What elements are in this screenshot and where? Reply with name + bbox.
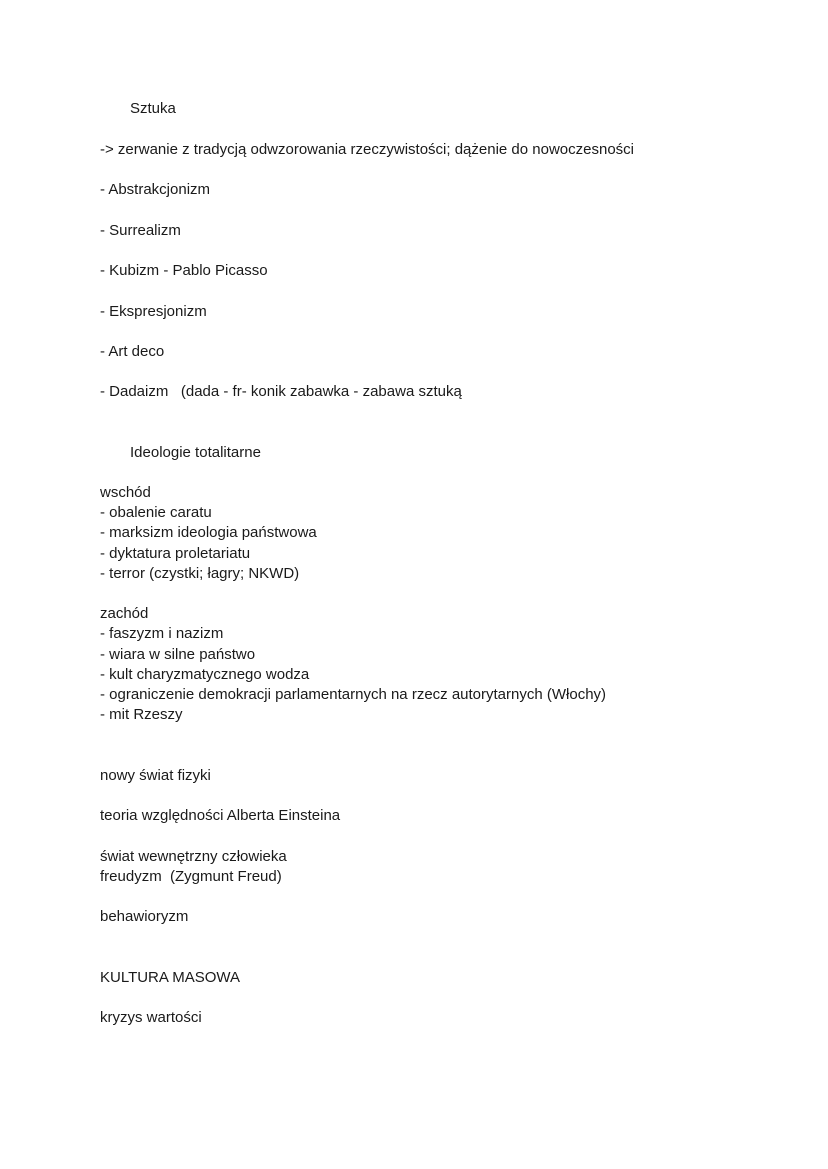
list-item: - Dadaizm (dada - fr- konik zabawka - zabawa sztuką [100, 383, 462, 400]
list-item: - obalenie caratu [100, 504, 212, 521]
kultura-heading: KULTURA MASOWA [100, 969, 241, 986]
list-item: - terror (czystki; łagry; NKWD) [100, 565, 300, 582]
list-item: - Abstrakcjonizm [100, 181, 211, 198]
list-item: - ograniczenie demokracji parlamentarnych na rzecz autorytarnych (Włochy) [100, 686, 607, 703]
list-item: - dyktatura proletariatu [100, 545, 251, 562]
list-item: - marksizm ideologia państwowa [100, 524, 317, 541]
list-item: - Art deco [100, 343, 165, 360]
sztuka-heading: Sztuka [130, 100, 176, 117]
ideologie-heading: Ideologie totalitarne [130, 444, 261, 461]
list-item: - faszyzm i nazizm [100, 625, 224, 642]
list-item: - mit Rzeszy [100, 706, 183, 723]
sztuka-intro: -> zerwanie z tradycją odwzorowania rzeczywistości; dążenie do nowoczesności [100, 141, 634, 158]
czlowiek-line: świat wewnętrzny człowieka [100, 848, 287, 865]
zachod-label: zachód [100, 605, 149, 622]
list-item: - Ekspresjonizm [100, 303, 207, 320]
wschod-label: wschód [100, 484, 151, 501]
freud-line: freudyzm (Zygmunt Freud) [100, 868, 282, 885]
kryzys-line: kryzys wartości [100, 1009, 202, 1026]
list-item: - Surrealizm [100, 222, 181, 239]
list-item: - Kubizm - Pablo Picasso [100, 262, 268, 279]
behawioryzm-line: behawioryzm [100, 908, 189, 925]
list-item: - wiara w silne państwo [100, 646, 256, 663]
fizyka-line: nowy świat fizyki [100, 767, 211, 784]
list-item: - kult charyzmatycznego wodza [100, 666, 310, 683]
einstein-line: teoria względności Alberta Einsteina [100, 807, 341, 824]
